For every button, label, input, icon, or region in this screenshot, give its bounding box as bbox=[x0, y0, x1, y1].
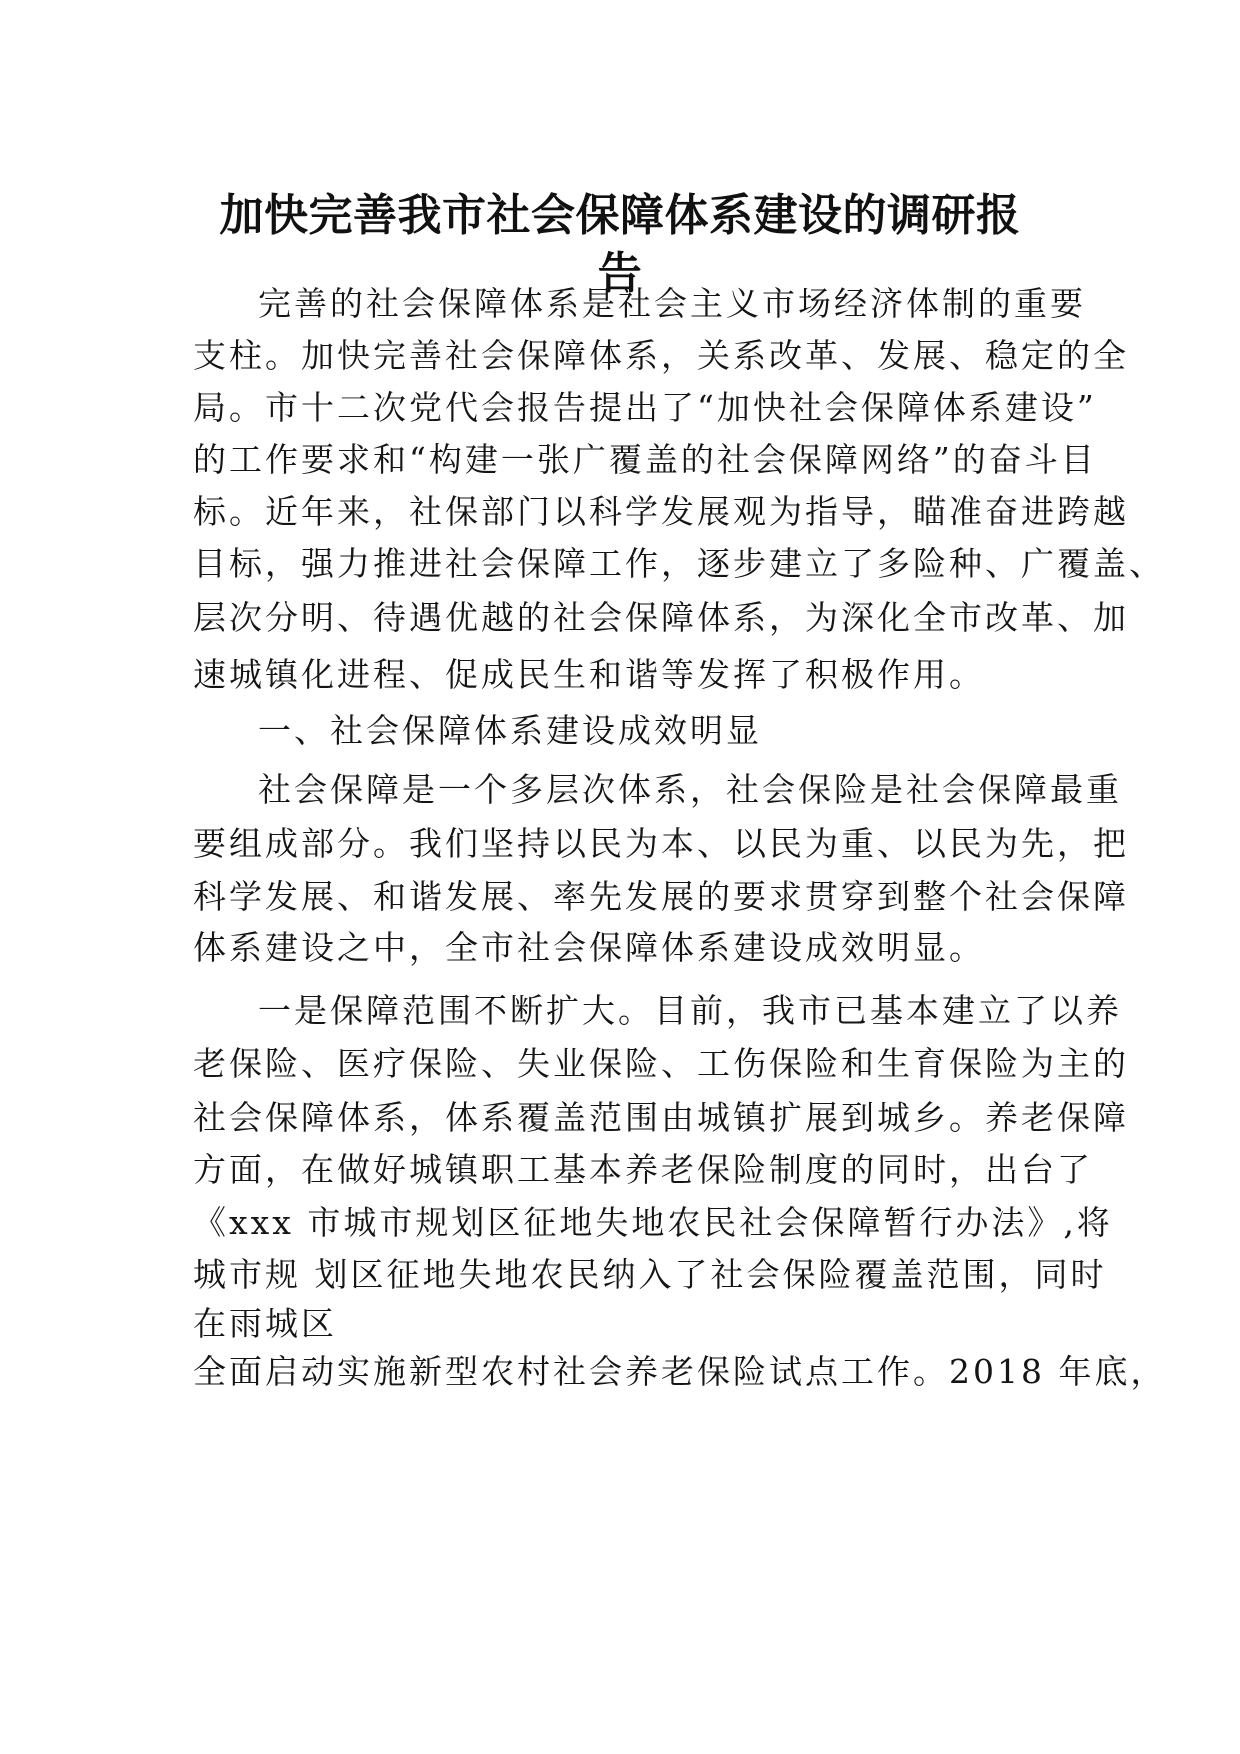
paragraph-line: 目标，强力推进社会保障工作，逐步建立了多险种、广覆盖、 bbox=[193, 544, 1165, 583]
paragraph-line: 要组成部分。我们坚持以民为本、以民为重、以民为先，把 bbox=[193, 824, 1129, 863]
paragraph-line: 层次分明、待遇优越的社会保障体系，为深化全市改革、加 bbox=[193, 598, 1129, 637]
paragraph-line: 城市规 划区征地失地农民纳入了社会保险覆盖范围，同时 bbox=[193, 1255, 1107, 1294]
paragraph-line: 完善的社会保障体系是社会主义市场经济体制的重要 bbox=[258, 284, 1086, 323]
paragraph-line: 速城镇化进程、促成民生和谐等发挥了积极作用。 bbox=[193, 655, 985, 694]
paragraph-line: 社会保障是一个多层次体系，社会保险是社会保障最重 bbox=[258, 770, 1122, 809]
paragraph-line: 老保险、医疗保险、失业保险、工伤保险和生育保险为主的 bbox=[193, 1044, 1129, 1083]
paragraph-line: 《xxx 市城市规划区征地失地农民社会保障暂行办法》,将 bbox=[193, 1203, 1113, 1242]
paragraph-line: 支柱。加快完善社会保障体系，关系改革、发展、稳定的全 bbox=[193, 336, 1129, 375]
document-title-line-1: 加快完善我市社会保障体系建设的调研报 bbox=[219, 190, 1021, 241]
paragraph-line: 在雨城区 bbox=[193, 1304, 337, 1343]
paragraph-line: 一是保障范围不断扩大。目前，我市已基本建立了以养 bbox=[258, 991, 1122, 1030]
paragraph-line: 局。市十二次党代会报告提出了“加快社会保障体系建设” bbox=[193, 388, 1097, 427]
paragraph-line: 的工作要求和“构建一张广覆盖的社会保障网络”的奋斗目 bbox=[193, 440, 1097, 479]
paragraph-line: 全面启动实施新型农村社会养老保险试点工作。2018 年底， bbox=[193, 1352, 1167, 1391]
paragraph-line: 方面，在做好城镇职工基本养老保险制度的同时，出台了 bbox=[193, 1150, 1093, 1189]
paragraph-line: 体系建设之中，全市社会保障体系建设成效明显。 bbox=[193, 928, 985, 967]
document-title-line-2: 告 bbox=[597, 248, 643, 299]
paragraph-line: 科学发展、和谐发展、率先发展的要求贯穿到整个社会保障 bbox=[193, 877, 1129, 916]
section-heading: 一、社会保障体系建设成效明显 bbox=[258, 711, 762, 750]
paragraph-line: 标。近年来，社保部门以科学发展观为指导，瞄准奋进跨越 bbox=[193, 492, 1129, 531]
paragraph-line: 社会保障体系，体系覆盖范围由城镇扩展到城乡。养老保障 bbox=[193, 1098, 1129, 1137]
